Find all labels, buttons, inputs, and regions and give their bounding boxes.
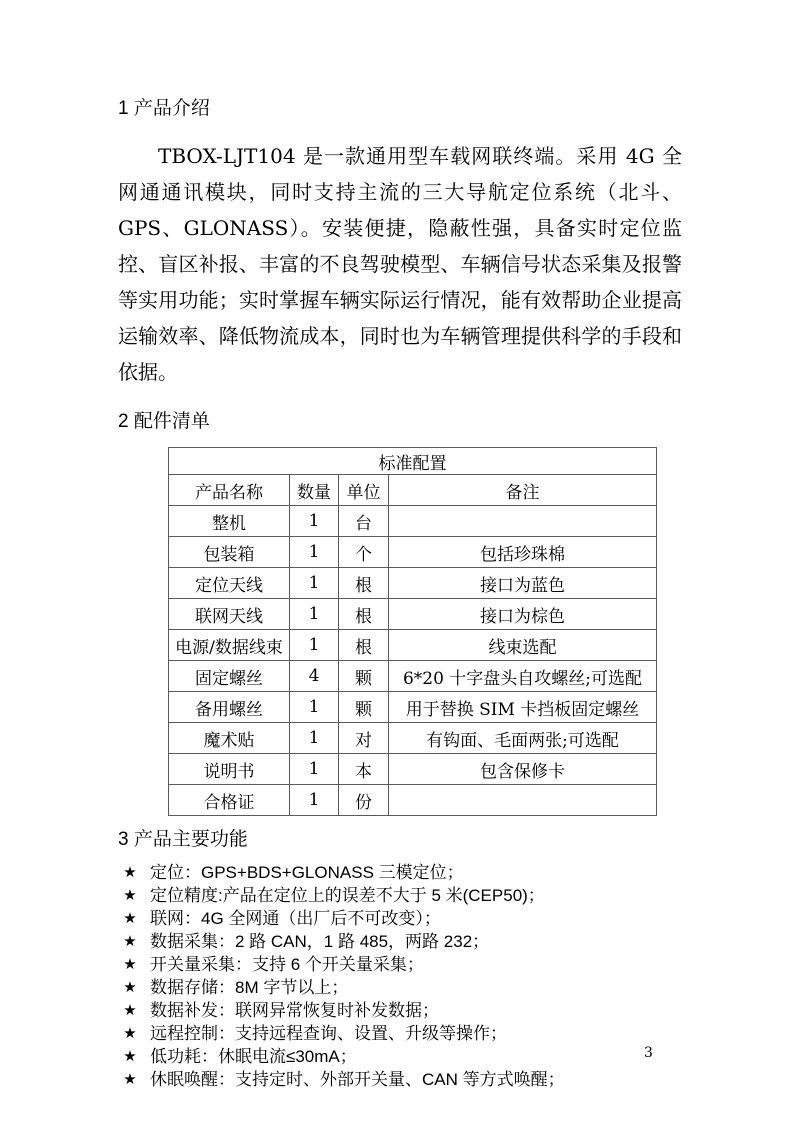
table-row (169, 568, 657, 599)
table-cell: 电源/数据线束 (169, 630, 290, 661)
table-cell: 接口为棕色 (389, 599, 657, 630)
table-row (169, 785, 657, 816)
feature-text: 开关量采集：支持 6 个开关量采集； (150, 955, 424, 974)
table-cell: 1 (290, 537, 339, 568)
star-bullet-icon: ★ (123, 1025, 137, 1042)
table-cell: 个 (339, 537, 389, 568)
table-cell: 1 (290, 599, 339, 630)
table-cell (389, 506, 657, 537)
star-bullet-icon: ★ (123, 887, 137, 904)
table-cell: 1 (290, 754, 339, 785)
table-title-row (169, 448, 657, 475)
table-cell: 根 (339, 630, 389, 661)
section-heading-features: 3 产品主要功能 (118, 829, 248, 850)
table-row (169, 506, 657, 537)
feature-text: 远程控制：支持远程查询、设置、升级等操作； (150, 1024, 507, 1043)
section-heading-accessories: 2 配件清单 (118, 411, 210, 432)
table-cell: 4 (290, 661, 339, 692)
table-row (169, 599, 657, 630)
table-cell: 有钩面、毛面两张;可选配 (389, 723, 657, 754)
table-cell: 说明书 (169, 754, 290, 785)
table-title: 标准配置 (169, 448, 657, 475)
table-cell: 份 (339, 785, 389, 816)
table-column-header: 产品名称 (169, 475, 290, 506)
star-bullet-icon: ★ (123, 933, 137, 950)
page-content (118, 0, 682, 1091)
table-cell: 根 (339, 599, 389, 630)
feature-text: 定位精度:产品在定位上的误差不大于 5 米(CEP50)； (150, 886, 545, 905)
table-row (169, 692, 657, 723)
star-bullet-icon: ★ (123, 956, 137, 973)
feature-text: 数据采集：2 路 CAN，1 路 485，两路 232； (150, 932, 490, 951)
table-cell: 颗 (339, 692, 389, 723)
feature-text: 数据存储：8M 字节以上； (150, 978, 349, 997)
table-row (169, 754, 657, 785)
table-cell: 1 (290, 630, 339, 661)
table-cell: 魔术贴 (169, 723, 290, 754)
feature-list-item (118, 1022, 682, 1045)
table-cell: 线束选配 (389, 630, 657, 661)
section-heading-product-intro: 1 产品介绍 (118, 98, 210, 119)
table-row (169, 661, 657, 692)
feature-list-item (118, 976, 682, 999)
table-column-header: 单位 (339, 475, 389, 506)
table-cell: 固定螺丝 (169, 661, 290, 692)
star-bullet-icon: ★ (123, 864, 137, 881)
table-cell: 颗 (339, 661, 389, 692)
table-cell: 备用螺丝 (169, 692, 290, 723)
table-cell: 包装箱 (169, 537, 290, 568)
table-cell: 台 (339, 506, 389, 537)
table-cell: 1 (290, 568, 339, 599)
table-cell: 对 (339, 723, 389, 754)
table-row (169, 537, 657, 568)
features-list (118, 861, 682, 1091)
table-cell: 本 (339, 754, 389, 785)
table-cell (389, 785, 657, 816)
star-bullet-icon: ★ (123, 1048, 137, 1065)
feature-text: 联网：4G 全网通（出厂后不可改变）； (150, 909, 441, 928)
table-header-row (169, 475, 657, 506)
star-bullet-icon: ★ (123, 910, 137, 927)
table-cell: 定位天线 (169, 568, 290, 599)
feature-list-item (118, 953, 682, 976)
table-row (169, 630, 657, 661)
feature-list-item (118, 907, 682, 930)
page-number: 3 (644, 1045, 653, 1061)
table-cell: 包含保修卡 (389, 754, 657, 785)
star-bullet-icon: ★ (123, 979, 137, 996)
feature-list-item (118, 930, 682, 953)
table-cell: 联网天线 (169, 599, 290, 630)
table-cell: 接口为蓝色 (389, 568, 657, 599)
feature-list-item (118, 884, 682, 907)
feature-list-item (118, 999, 682, 1022)
table-cell: 用于替换 SIM 卡挡板固定螺丝 (389, 692, 657, 723)
table-column-header: 数量 (290, 475, 339, 506)
accessories-table (168, 447, 657, 816)
feature-text: 数据补发：联网异常恢复时补发数据； (150, 1001, 439, 1020)
feature-text: 定位：GPS+BDS+GLONASS 三模定位； (150, 863, 464, 882)
table-cell: 1 (290, 692, 339, 723)
feature-list-item (118, 1045, 682, 1068)
table-cell: 1 (290, 723, 339, 754)
table-row (169, 723, 657, 754)
table-column-header: 备注 (389, 475, 657, 506)
table-cell: 1 (290, 785, 339, 816)
feature-list-item (118, 1068, 682, 1091)
feature-text: 低功耗：休眠电流≤30mA； (150, 1047, 357, 1066)
table-cell: 6*20 十字盘头自攻螺丝;可选配 (389, 661, 657, 692)
product-intro-paragraph: TBOX-LJT104 是一款通用型车载网联终端。采用 4G 全网通通讯模块，同时支持主流的三大导航定位系统（北斗、GPS、GLONASS）。安装便捷，隐蔽性强，具备实时定位监控、盲区补报、丰富的不良驾驶模型、车辆信号状态采集及报警等实用功能；实时掌握车辆实际运行情况，能有效帮助企业提高运输效率、降低物流成本，同时也为车辆管理提供科学的手段和依据。 (118, 144, 682, 384)
table-cell: 根 (339, 568, 389, 599)
table-cell: 包括珍珠棉 (389, 537, 657, 568)
feature-list-item (118, 861, 682, 884)
table-cell: 1 (290, 506, 339, 537)
table-cell: 整机 (169, 506, 290, 537)
star-bullet-icon: ★ (123, 1002, 137, 1019)
table-cell: 合格证 (169, 785, 290, 816)
star-bullet-icon: ★ (123, 1071, 137, 1088)
feature-text: 休眠唤醒：支持定时、外部开关量、CAN 等方式唤醒； (150, 1070, 565, 1089)
